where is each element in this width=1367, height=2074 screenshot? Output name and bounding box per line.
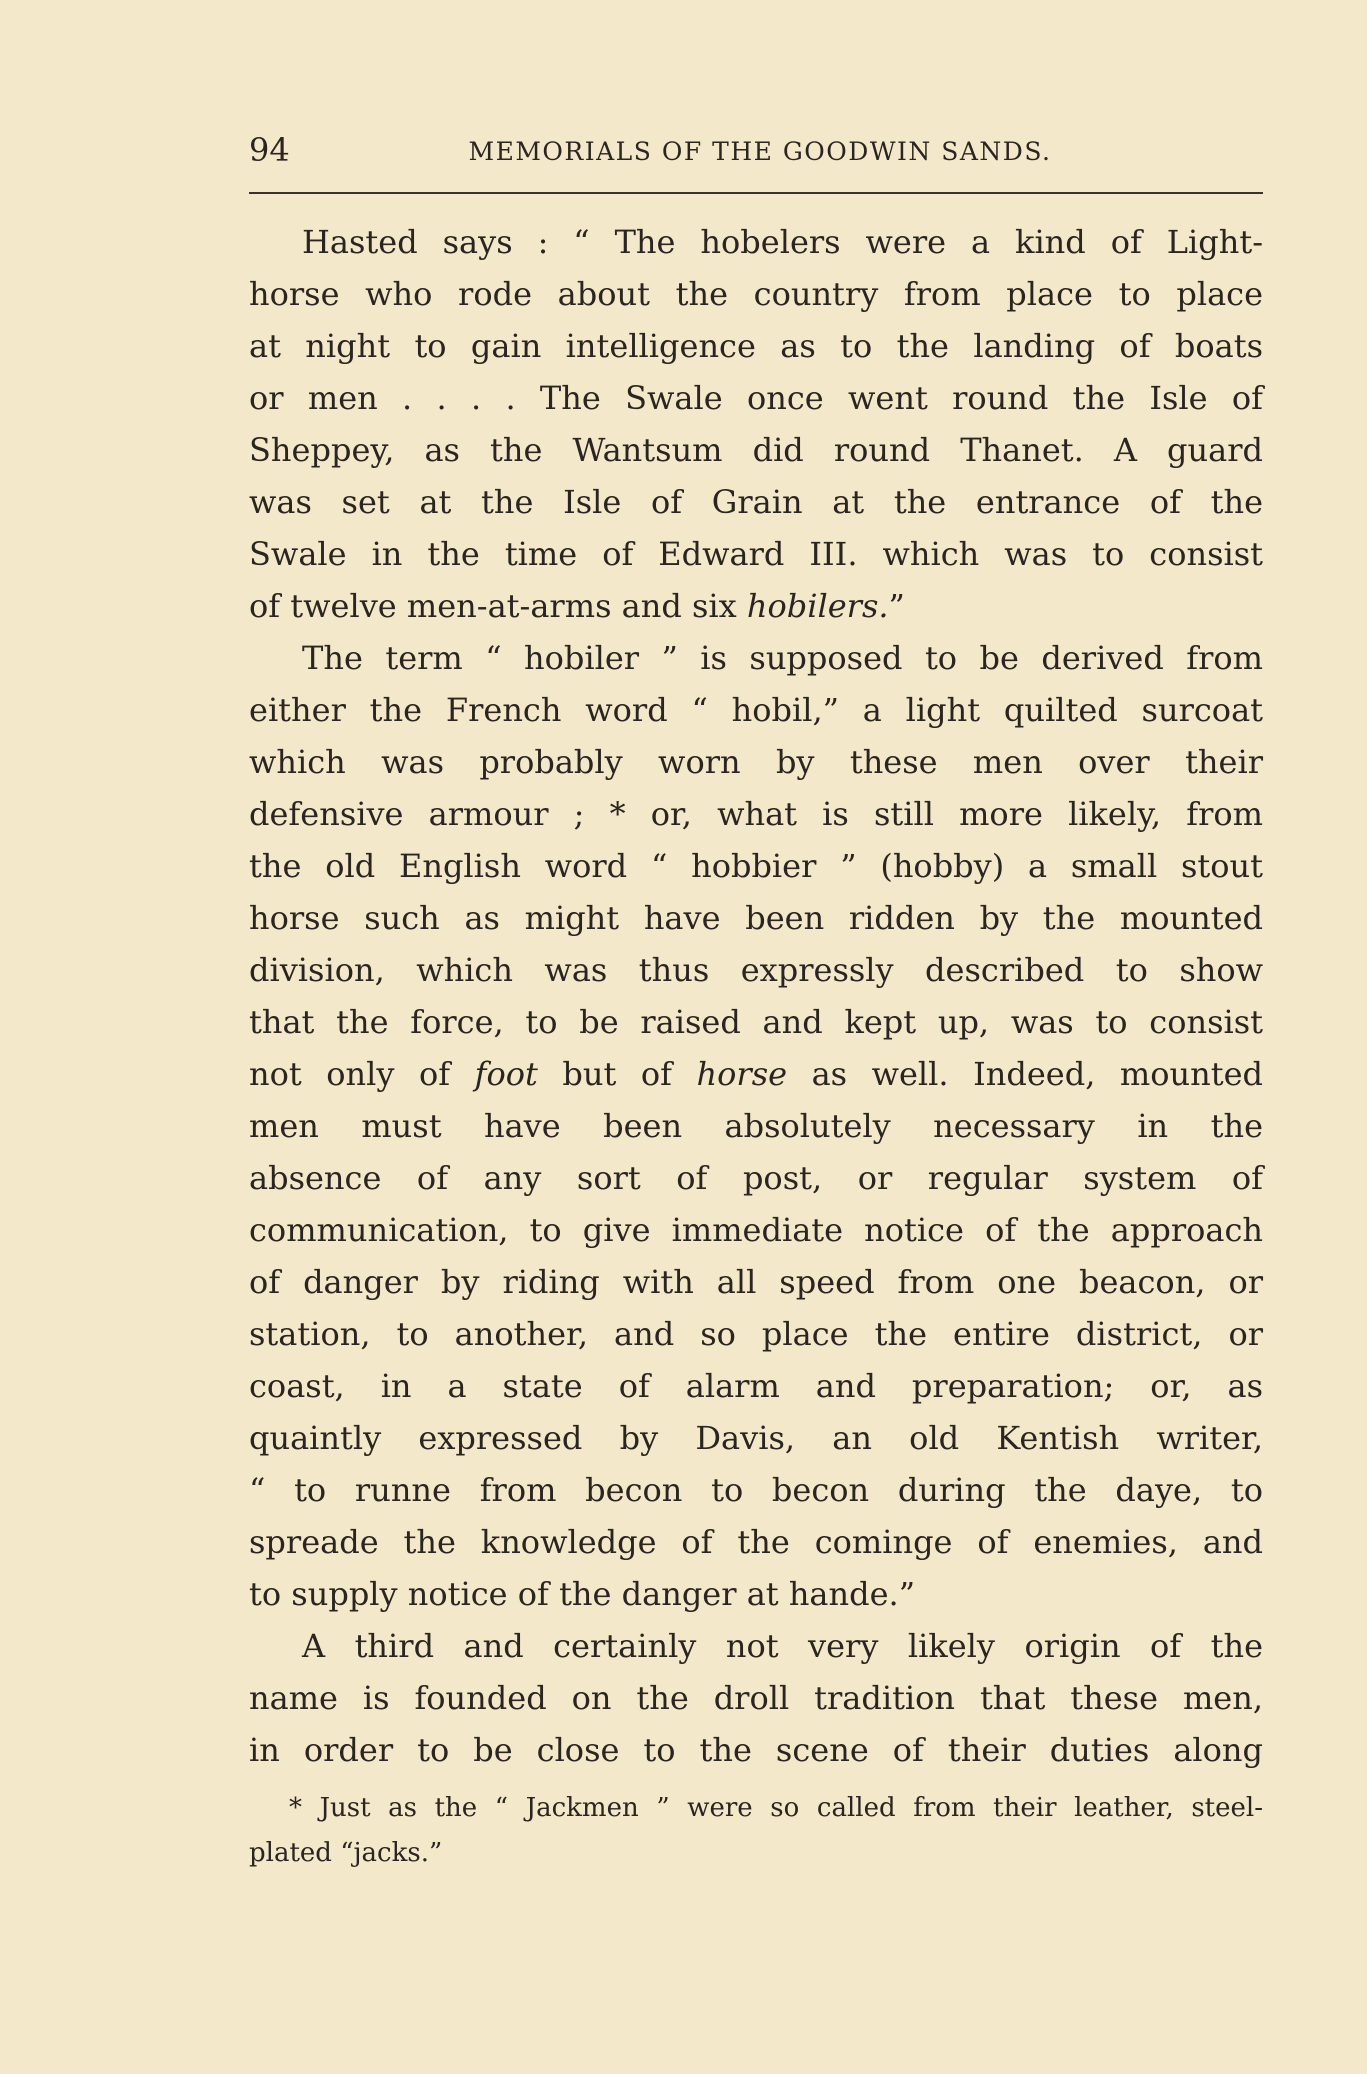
text-segment: ” — [888, 587, 905, 625]
text-line — [249, 1516, 1263, 1568]
text-segment: was set at the Isle of Grain at the entrance of the — [249, 483, 1263, 521]
text-segment: Hasted says : “ The hobelers were a kind of Light- — [302, 223, 1263, 261]
text-line — [249, 320, 1263, 372]
text-segment: defensive armour ; * or, what is still more likely, from — [249, 795, 1263, 833]
text-line — [249, 840, 1263, 892]
text-segment: which was probably worn by these men over their — [249, 743, 1263, 781]
text-segment: horse who rode about the country from place to place — [249, 275, 1263, 313]
text-segment: Sheppey, as the Wantsum did round Thanet. A guard — [249, 431, 1263, 469]
text-line — [249, 1672, 1263, 1724]
text-line — [249, 216, 1263, 268]
text-segment: coast, in a state of alarm and preparation; or, as — [249, 1367, 1263, 1405]
text-segment: station, to another, and so place the entire district, or — [249, 1315, 1263, 1353]
text-line — [249, 1204, 1263, 1256]
text-segment: communication, to give immediate notice of the approach — [249, 1211, 1263, 1249]
page-number: 94 — [249, 131, 290, 169]
text-segment: that the force, to be raised and kept up, was to consist — [249, 1003, 1263, 1041]
text-line — [249, 788, 1263, 840]
text-segment: or men . . . . The Swale once went round the Isle of — [249, 379, 1263, 417]
text-segment: of danger by riding with all speed from one beacon, or — [249, 1263, 1263, 1301]
text-line — [249, 372, 1263, 424]
text-line — [249, 1048, 1263, 1100]
text-segment: the old English word “ hobbier ” (hobby) a small stout — [249, 847, 1263, 885]
running-title: MEMORIALS OF THE GOODWIN SANDS. — [468, 137, 1052, 166]
text-segment: “ to runne from becon to becon during the daye, to — [249, 1471, 1263, 1509]
text-line — [249, 1412, 1263, 1464]
text-segment: division, which was thus expressly described to show — [249, 951, 1263, 989]
text-line — [249, 1152, 1263, 1204]
text-segment: quaintly expressed by Davis, an old Kentish writer, — [249, 1419, 1263, 1457]
text-line — [249, 1568, 1263, 1620]
text-line — [249, 1360, 1263, 1412]
text-segment: Swale in the time of Edward III. which was to consist — [249, 535, 1263, 573]
text-line — [249, 736, 1263, 788]
text-segment: The term “ hobiler ” is supposed to be derived from — [302, 639, 1263, 677]
text-segment: horse such as might have been ridden by the mounted — [249, 899, 1263, 937]
text-segment: not only of — [249, 1055, 475, 1093]
text-line — [249, 476, 1263, 528]
text-segment: at night to gain intelligence as to the landing of boats — [249, 327, 1263, 365]
text-segment: but of — [537, 1055, 697, 1093]
text-line — [249, 580, 1263, 632]
text-segment: in order to be close to the scene of their duties along — [249, 1731, 1263, 1769]
text-line — [249, 268, 1263, 320]
text-line — [249, 1308, 1263, 1360]
text-segment: men must have been absolutely necessary in the — [249, 1107, 1263, 1145]
text-segment: of twelve men-at-arms and six — [249, 587, 747, 625]
italic-text: foot — [474, 1055, 538, 1093]
footnote-line: plated “jacks.” — [249, 1838, 443, 1868]
header-rule — [249, 192, 1263, 194]
text-segment: to supply notice of the danger at hande.” — [249, 1575, 916, 1613]
text-segment: either the French word “ hobil,” a light quilted surcoat — [249, 691, 1263, 729]
text-line — [249, 1464, 1263, 1516]
text-segment: spreade the knowledge of the cominge of enemies, and — [249, 1523, 1263, 1561]
text-segment: name is founded on the droll tradition that these men, — [249, 1679, 1263, 1717]
text-line — [249, 1256, 1263, 1308]
text-line — [249, 684, 1263, 736]
text-line — [249, 1724, 1263, 1776]
text-line — [249, 1100, 1263, 1152]
text-line — [249, 944, 1263, 996]
text-line — [249, 632, 1263, 684]
text-segment: as well. Indeed, mounted — [787, 1055, 1264, 1093]
text-line — [249, 892, 1263, 944]
text-line — [249, 424, 1263, 476]
text-segment: absence of any sort of post, or regular system of — [249, 1159, 1263, 1197]
text-line — [249, 996, 1263, 1048]
text-segment: A third and certainly not very likely origin of the — [302, 1627, 1263, 1665]
italic-text: horse — [696, 1055, 788, 1093]
footnote-line: * Just as the “ Jackmen ” were so called from their leather, steel- — [289, 1793, 1263, 1823]
italic-text: hobilers. — [746, 587, 889, 625]
text-line — [249, 1620, 1263, 1672]
text-line — [249, 528, 1263, 580]
